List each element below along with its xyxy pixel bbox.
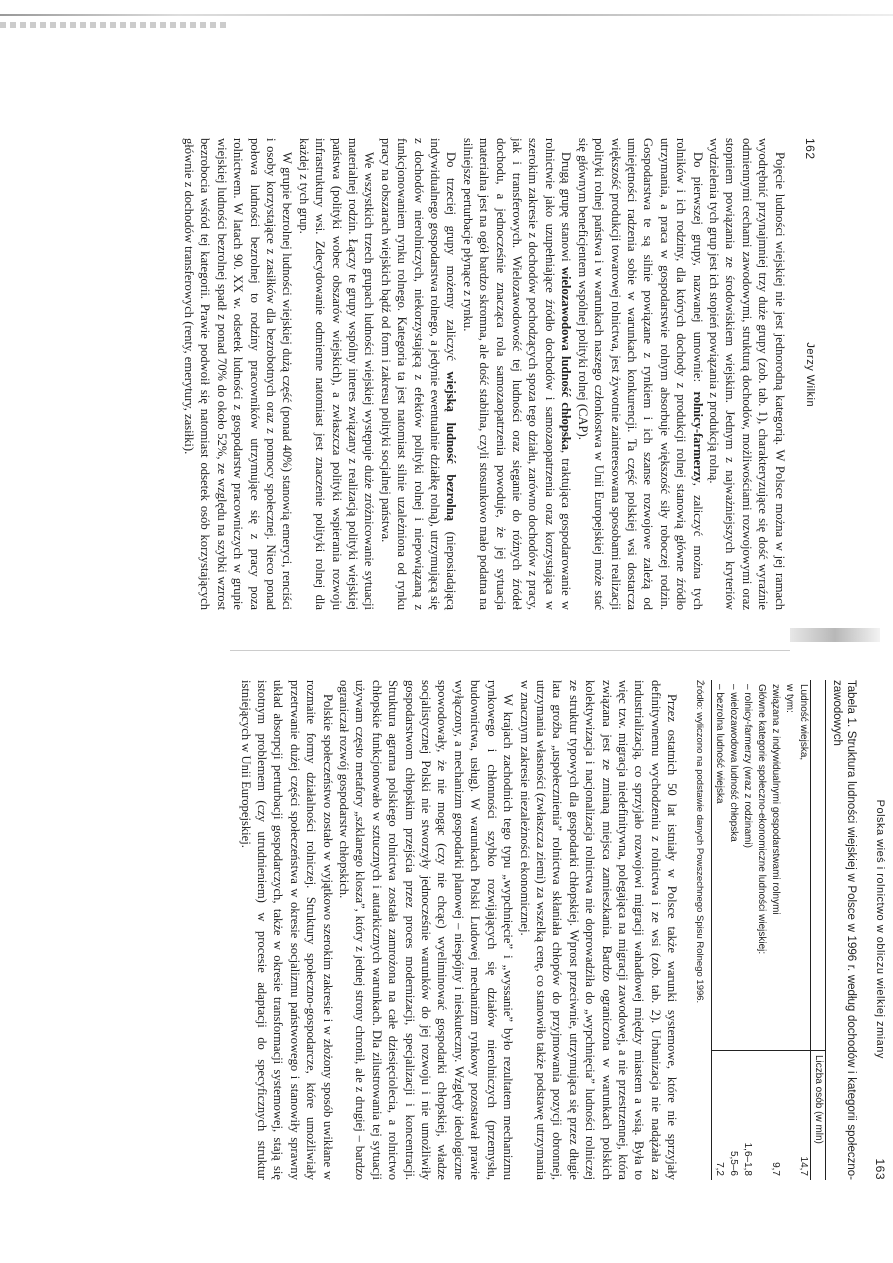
table-header-cell [810, 680, 825, 1050]
term-farmers: rolnicy-farmerzy [690, 391, 705, 483]
table-row: w tym: [782, 680, 796, 1180]
table-row: Ludność wiejska, 14,7 [796, 680, 811, 1180]
scan-artifact-top-2 [0, 22, 230, 28]
table-row: związana z indywidualnymi gospodarstwami rolnymi 9,7 [768, 680, 782, 1180]
running-header [802, 138, 818, 610]
table-row: – bezrolna ludność wiejska 7,2 [711, 680, 726, 1180]
paragraph: We wszystkich trzech grupach ludności wiejskiej występuje duże zróżnicowanie sytuacji materialnej rodzin. Łączy te grupy wspólny interes związany z realizacją polityki wiejskiej państwa (polityki wobec obszarów wiejskich), a zwłaszcza polityki wspierania rozwoju infrastruktury wsi. Zdecydowanie odmienne natomiast jest znaczenie polityki rolnej dla każdej z tych grup. [296, 138, 377, 610]
table-row: Główne kategorie społeczno-ekonomiczne ludności wiejskiej: [754, 680, 768, 1180]
paragraph: Przez ostatnich 50 lat istniały w Polsce także warunki systemowe, które nie sprzyjały definitywnemu wychodzeniu z rolnictwa i ze wsi (zob. tab. 2). Urbanizacja nie nadążała za industrializacją, co sprzyjało rozwojowi migracji wahadłowej między miastem a wsią. Była to więc tzw. migracja niedefinitywna, polegająca na migracji zawodowej, a nie przestrzennej, która związana jest ze zmianą miejsca zamieszkania. Bardzo ograniczona w warunkach polskich kolektywizacja i nacjonalizacja rolnictwa nie doprowadziła do „wypchnięcia” ludności rolniczej ze struktur typowych dla gospodarki chłopskiej. Wprost przeciwnie, utrzymująca się przez długie lata groźba „uspołecznienia” rolnictwa skłaniała chłopów do przyjmowania pozycji obronnej, utrzymania własności (zwłaszcza ziemi) za wszelką cenę, co stanowiło także podstawę utrzymania w znacznym zakresie niezależności ekonomicznej. [517, 680, 680, 1180]
table-row: – wielozawodowa ludność chłopska 5,5–6 [726, 680, 740, 1180]
scan-artifact-middle [790, 628, 880, 642]
paragraph: Do pierwszej grupy, nazwanej umownie: rolnicy-farmerzy, zaliczyć można tych rolników i ich rodziny, dla których dochody z produkcji rolnej stanowią główne źródło utrzymania, a praca w gospodarstwie rolnym absorbuje większość siły roboczej rodzin. Gospodarstwa te są silnie powiązane z rynkiem i ich szanse rozwojowe zależą od umiejętności radzenia sobie w warunkach konkurencji. Ta część polskiej wsi dostarcza większość produkcji towarowej rolnictwa, jest żywotnie zainteresowana sposobami realizacji polityki rolnej państwa i w warunkach naszego członkostwa w Unii Europejskiej może stać się głównym beneficjentem wspólnej polityki rolnej (CAP). [575, 138, 705, 610]
page-163 [208, 680, 888, 1180]
paragraph: W krajach zachodnich tego typu „wypchnięcie” i „wyssanie” było rezultatem mechanizmu rynkowego i chłonności szybko rozwijających się działów nierolniczych (przemysłu, budownictwa, usług). W warunkach Polski Ludowej mechanizm rynkowy pozostawał prawie wyłączony, a mechanizm gospodarki planowej – niespójny i nieskuteczny. Względy ideologiczne spowodowały, że nie mogąc (czy nie chcąc) wyeliminować gospodarki chłopskiej, władze socjalistycznej Polski nie stworzyły jednocześnie warunków do jej rozwoju i nie umożliwiły gospodarstwom chłopskim przejścia przez proces modernizacji, specjalizacji i koncentracji. Struktura agrarna polskiego rolnictwa została zamrożona na całe dziesięciolecia, a rolnictwo chłopskie funkcjonowało w sztucznych i autarkicznych warunkach. Dla zilustrowania tej sytuacji używam często metafory „szklanego klosza”, który z jednej strony chronił, ale z drugiej – bardzo ograniczał rozwój gospodarstw chłopskich. [337, 680, 516, 1180]
table-header-cell: Liczba osób (w mln) [810, 1050, 825, 1180]
paragraph: Pojęcie ludności wiejskiej nie jest jednorodną kategorią. W Polsce można w jej ramach wyodrębnić przynajmniej trzy duże grupy (zob. tab. 1), charakteryzujące się dość wyraźnie odmiennymi cechami zawodowymi, strukturą dochodów, możliwościami rozwojowymi oraz stopniem powiązania ze środowiskiem wiejskim. Jednym z najważniejszych kryteriów wydzielenia tych grup jest ich stopień powiązania z produkcją rolną. [706, 138, 787, 610]
running-header [872, 680, 888, 1180]
paragraph: Drugą grupę stanowi wielozawodowa ludność chłopska, traktująca gospodarowanie w rolnictwie jako uzupełniające źródło dochodów i samozaopatrzenia oraz korzystająca w szerokim zakresie z dochodów pochodzących spoza tego działu, zarówno dochodów z pracy, jak i transferowych. Wielozawodowość tej ludności oraz sięganie do różnych źródeł dochodu, a jednocześnie znacząca rola samozaopatrzenia powoduje, że jej sytuacja materialna jest na ogół bardzo skromna, ale dość stabilna, czyli stosunkowo mało podatna na silniejsze perturbacje płynące z rynku. [460, 138, 574, 610]
page-divider [230, 650, 790, 651]
scan-artifact-top [0, 14, 893, 16]
page-number: 162 [803, 138, 817, 160]
page-162 [118, 138, 818, 610]
table-header-row [810, 680, 825, 1180]
paragraph: W grupie bezrolnej ludności wiejskiej dużą część (ponad 40%) stanowią emeryci, renciści i osoby korzystające z zasiłków dla bezrobotnych oraz z pomocy społecznej. Nieco ponad połowa ludności bezrolnej to rodziny pracowników utrzymujące się z pracy poza rolnictwem. W latach 90. XX w. odsetek ludności z gospodarstw pracowniczych w grupie wiejskiej ludności bezrolnej spadł z ponad 70% do około 52%, ze względu na szybki wzrost bezrobocia wśród tej kategorii. Prawie podwoił się natomiast odsetek osób korzystających głównie z dochodów transferowych (renty, emerytury, zasiłki). [181, 138, 295, 610]
paragraph: Do trzeciej grupy możemy zaliczyć wiejską ludność bezrolną (nieposiadającą indywidualnego gospodarstwa rolnego, a jedynie ewentualnie działkę rolną), utrzymującą się z dochodów nierolniczych, niekorzystającą z efektów polityki rolnej i niepowiązaną z funkcjonowaniem rynku rolnego. Kategoria ta jest natomiast silnie uzależniona od rynku pracy na obszarach wiejskich bądź od form i zakresu polityki socjalnej państwa. [378, 138, 459, 610]
table-row: – rolnicy-farmerzy (wraz z rodzinami) 1,6–1,8 [740, 680, 754, 1180]
table-caption: Tabela 1. Struktura ludności wiejskiej w Polsce w 1996 r. według dochodów i kategorii społeczno-zawodowych [830, 680, 857, 1180]
paragraph: Polskie społeczeństwo zostało w wyjątkowo szerokim zakresie i w złożony sposób uwikłane w rozmaite formy działalności rolniczej. Struktury społeczno-gospodarcze, które umożliwiały przetrwanie dużej części społeczeństwa w okresie socjalizmu państwowego i stanowiły sprawny układ absorpcji perturbacji gospodarczych, także w okresie transformacji systemowej, stają się istotnym problemem (czy utrudnieniem) w procesie adaptacji do specyficznych struktur istniejących w Unii Europejskiej. [238, 680, 335, 1180]
running-head-title: Polska wieś i rolnictwo w obliczu wielkiej zmiany [874, 799, 886, 1059]
table-source: Źródło: wyliczono na podstawie danych Powszechnego Spisu Rolnego 1996. [693, 680, 705, 1004]
population-table [711, 680, 826, 1180]
term-landless: wiejską ludność bezrolną [444, 371, 459, 522]
page-number: 163 [873, 1158, 887, 1180]
running-head-author: Jerzy Wilkin [804, 342, 816, 408]
term-multi-occupational: wielozawodowa ludność chłopska [559, 266, 574, 451]
